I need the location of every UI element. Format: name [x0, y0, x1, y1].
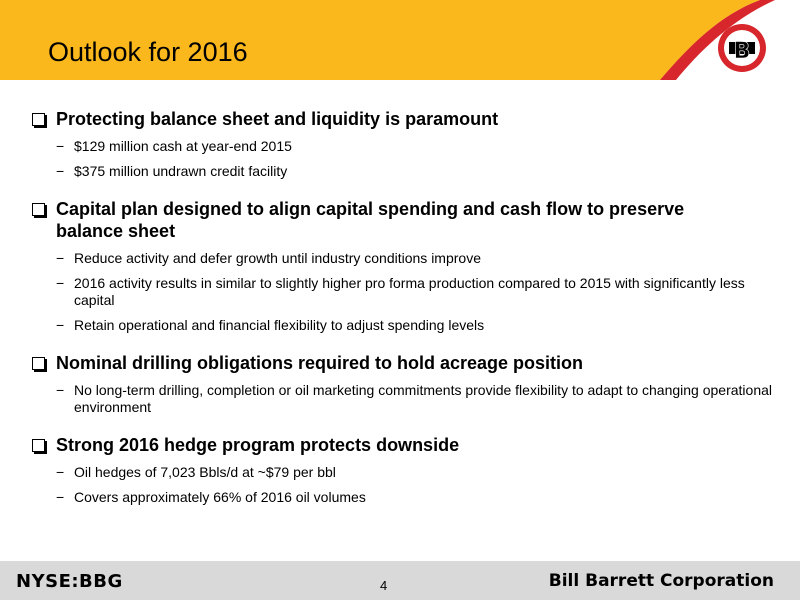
company-logo-icon	[716, 22, 768, 74]
page-number: 4	[380, 578, 388, 593]
list-item-text: Oil hedges of 7,023 Bbls/d at ~$79 per bbl	[74, 464, 336, 480]
dash-bullet-icon: −	[56, 382, 65, 398]
checkbox-bullet-icon	[32, 439, 45, 452]
list-item	[56, 250, 772, 267]
logo-letter: B	[733, 39, 751, 64]
stock-ticker: NYSE:BBG	[16, 571, 123, 592]
checkbox-bullet-icon	[32, 113, 45, 126]
bullet-row	[32, 434, 772, 456]
dash-bullet-icon: −	[56, 464, 65, 480]
slide-title: Outlook for 2016	[48, 37, 248, 67]
list-item-text: No long-term drilling, completion or oil marketing commitments provide flexibility to adapt to changing operational environment	[74, 382, 773, 415]
bullet-heading: Protecting balance sheet and liquidity is paramount	[56, 109, 499, 129]
dash-bullet-icon: −	[56, 317, 65, 333]
list-item-text: $375 million undrawn credit facility	[74, 163, 288, 179]
list-item	[56, 317, 772, 334]
sub-list	[56, 250, 772, 334]
dash-bullet-icon: −	[56, 163, 65, 179]
list-item	[56, 489, 772, 506]
checkbox-bullet-icon	[32, 203, 45, 216]
dash-bullet-icon: −	[56, 489, 65, 505]
section-balance-sheet	[32, 108, 772, 180]
list-item	[56, 275, 772, 309]
sub-list	[56, 464, 772, 506]
bullet-heading: Nominal drilling obligations required to hold acreage position	[56, 353, 584, 373]
bullet-row	[32, 198, 772, 242]
sub-list	[56, 382, 772, 416]
list-item-text: 2016 activity results in similar to slightly higher pro forma production compared to 2015 with significantly less capital	[74, 275, 745, 308]
slide-content	[32, 108, 772, 524]
list-item-text: Reduce activity and defer growth until industry conditions improve	[74, 250, 481, 266]
sub-list	[56, 138, 772, 180]
section-capital-plan	[32, 198, 772, 334]
bullet-row	[32, 108, 772, 130]
dash-bullet-icon: −	[56, 138, 65, 154]
list-item	[56, 138, 772, 155]
list-item-text: $129 million cash at year-end 2015	[74, 138, 292, 154]
dash-bullet-icon: −	[56, 250, 65, 266]
bullet-row	[32, 352, 772, 374]
list-item	[56, 163, 772, 180]
company-name: Bill Barrett Corporation	[548, 571, 774, 591]
section-drilling-obligations	[32, 352, 772, 416]
bullet-heading: Capital plan designed to align capital spending and cash flow to preserve balance sheet	[56, 199, 685, 241]
list-item	[56, 382, 772, 416]
section-hedge-program	[32, 434, 772, 506]
list-item	[56, 464, 772, 481]
list-item-text: Covers approximately 66% of 2016 oil volumes	[74, 489, 366, 505]
checkbox-bullet-icon	[32, 357, 45, 370]
bullet-heading: Strong 2016 hedge program protects downside	[56, 435, 460, 455]
dash-bullet-icon: −	[56, 275, 65, 291]
list-item-text: Retain operational and financial flexibility to adjust spending levels	[74, 317, 485, 333]
